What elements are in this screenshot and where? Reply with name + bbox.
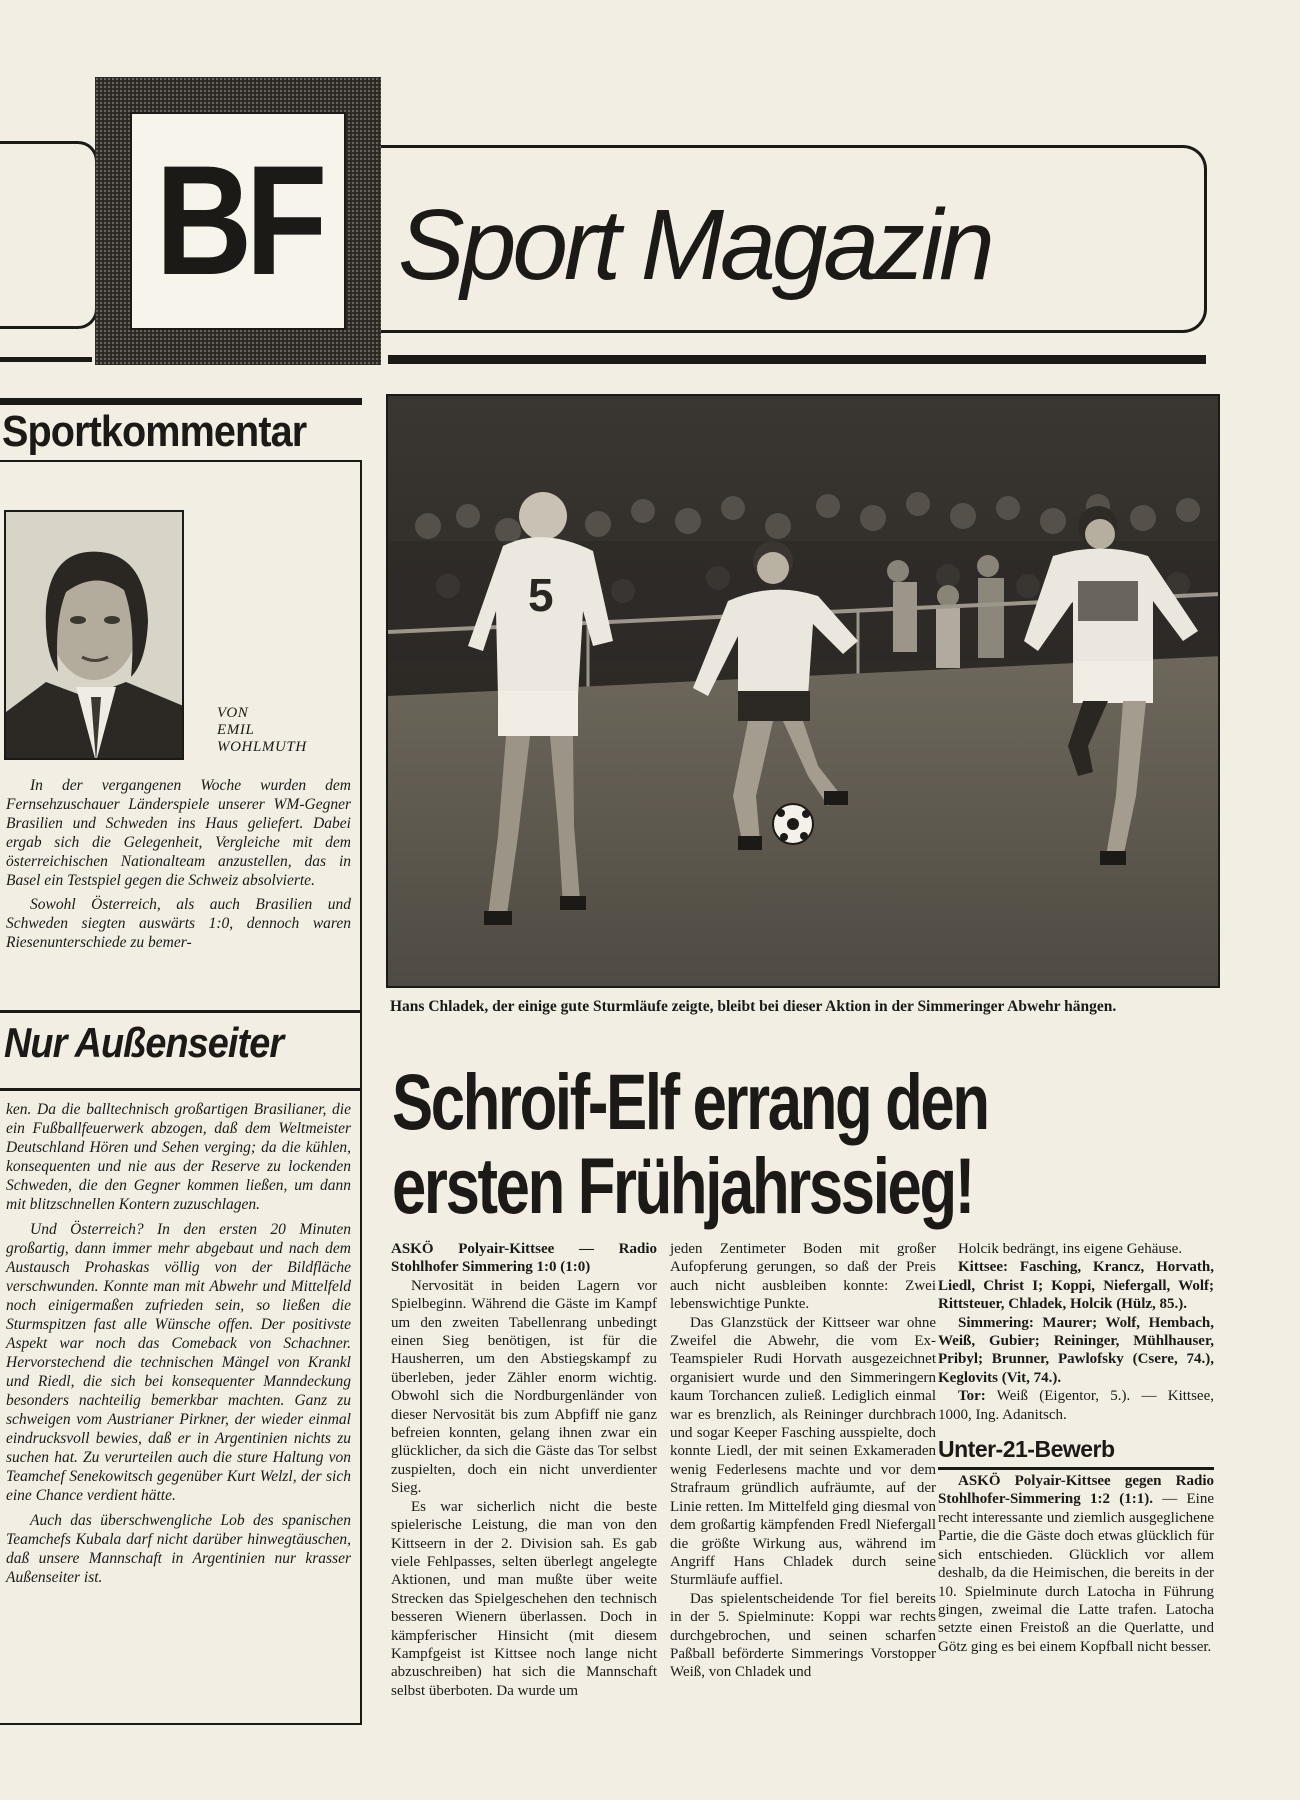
lineup-text: Fasching, Krancz, Horvath, Liedl, Christ I; Koppi, Niefergall, Wolf; Rittsteuer, Chladek, Holcik (Hülz, 85.). <box>938 1259 1215 1313</box>
author-von: VON <box>217 705 249 721</box>
comment-body <box>6 776 351 957</box>
article-paragraph: Nervosität in beiden Lagern vor Spielbeginn. Während die Gäste im Kampf um den zweiten Tabellenrang unbedingt einen Sieg benötigen, ist für die Hausherren, um den Abstiegskampf zu überleben, jeder Zähler enorm wichtig. Obwohl sich die Nordburgenländer von dieser Nervosität bis zum Abpfiff nie ganz befreien konnten, gelang ihnen zwar ein glücklicher, da sich die Gäste das Tor selbst zuspielten, doch ein nicht unverdienter Sieg. <box>391 1277 657 1497</box>
article-paragraph: Es war sicherlich nicht die beste spielerische Leistung, die man von den Kittseern in der 2. Division sah. Es gab viele Fehlpasses, selten überlegt angelegte Aktionen, und man mußte über weite Strecken das Spielgeschehen den technisch besseren Wienern überlassen. Doch in kämpferischer Hinsicht (mit diesem Kampfgeist ist Kittsee noch lange nicht abzuschreiben) hat sich die Mannschaft selbst überboten. Da wurde um <box>391 1498 657 1699</box>
headline-line: ersten Frühjahrssieg! <box>392 1141 973 1230</box>
goal-label: Tor: <box>958 1388 986 1405</box>
headline-line: Schroif-Elf errang den <box>392 1057 988 1146</box>
subheading-rule-bottom <box>0 1088 362 1091</box>
comment-body-continued <box>6 1100 351 1593</box>
author-portrait <box>4 510 184 760</box>
goal-text: Weiß (Eigentor, 5.). — Kittsee, 1000, Ing. Adanitsch. <box>938 1388 1214 1423</box>
u21-heading: Unter-21-Bewerb <box>938 1434 1214 1470</box>
article-paragraph: jeden Zentimeter Boden mit großer Aufopferung gerungen, so daß der Preis auch nicht ausbleiben konnte: Zwei lebenswichtige Punkte. <box>670 1241 936 1313</box>
comment-section-title: Sportkommentar <box>2 407 307 456</box>
lineup-label: Kittsee: <box>958 1259 1008 1276</box>
comment-paragraph: ken. Da die balltechnisch großartigen Brasilianer, die ein Fußballfeuerwerk abzogen, daß dem Weltmeister Deutschland Hören und Sehen verging; da die kühlen, konsequenten und nie aus der Reserve zu lockenden Schweden, die den Gegner kommen ließen, um dann mit blitzschnellen Kontern zuzuschlagen. <box>6 1101 351 1213</box>
masthead-left-frame <box>0 141 98 329</box>
author-first-name: EMIL <box>217 722 255 738</box>
article-column-2 <box>670 1240 936 1682</box>
match-photo <box>386 394 1220 988</box>
masthead-rule-left <box>0 357 92 362</box>
logo <box>130 112 346 330</box>
article-column-1 <box>391 1240 657 1700</box>
author-last-name: WOHLMUTH <box>217 739 307 755</box>
comment-paragraph: Und Österreich? In den ersten 20 Minuten großartig, dann immer mehr abgebaut und nach dem Austausch Prohaskas völlig von der Bildfläche verschwunden. Konnte man mit Abwehr und Mittelfeld noch einigermaßen zufrieden sein, so ließen die Sturmspitzen fast alle Wünsche offen. Der positivste Aspekt war noch das Comeback von Schachner. Hervorstechend die technischen Mängel von Krankl und Riedl, die sich bei konsequenter Manndeckung besonders nachteilig bemerkbar machten. Ganz zu schweigen vom Austrianer Pirkner, der wieder einmal eindrucksvoll bewies, daß er in Argentinien nichts zu suchen hat. Zu verurteilen auch die sture Haltung von Teamchef Senekowitsch gegenüber Kurt Welzl, der sich eine Chance verdient hätte. <box>6 1221 351 1504</box>
photo-caption: Hans Chladek, der einige gute Sturmläufe zeigte, bleibt bei dieser Aktion in der Simmeringer Abwehr hängen. <box>390 998 1117 1015</box>
comment-top-rule <box>0 398 362 405</box>
u21-match: ASKÖ Polyair-Kittsee gegen Radio Stohlhofer-Simmering 1:2 (1:1). <box>938 1473 1214 1508</box>
comment-paragraph: Sowohl Österreich, als auch Brasilien und Schweden siegten auswärts 1:0, dennoch waren Riesenunterschiede zu bemer- <box>6 896 351 951</box>
goal-info <box>938 1387 1214 1424</box>
logo-text: BF <box>155 134 321 308</box>
match-result-line: ASKÖ Polyair-Kittsee — Radio Stohlhofer Simmering 1:0 (1:0) <box>391 1241 657 1276</box>
article-headline <box>392 1057 1032 1230</box>
lineup-text: Maurer; Wolf, Hembach, Weiß, Gubier; Reininger, Mühlhauser, Pribyl; Brunner, Pawlofsky (Csere, 74.), Keglovits (Vit, 74.). <box>938 1314 1214 1386</box>
masthead-title: Sport Magazin <box>398 189 991 301</box>
lineup-kittsee <box>938 1258 1214 1313</box>
article-paragraph: Holcik bedrängt, ins eigene Gehäuse. <box>958 1241 1183 1257</box>
author-byline <box>217 705 307 756</box>
article-paragraph: Das spielentscheidende Tor fiel bereits in der 5. Spielminute: Koppi war rechts durchgebrochen, und seinen scharfen Paßball beförderte Simmerings Vorstopper Weiß, von Chladek und <box>670 1590 936 1681</box>
comment-paragraph: In der vergangenen Woche wurden dem Fernsehzuschauer Länderspiele unserer WM-Gegner Brasilien und Schweden ins Haus geliefert. Dabei ergab sich die Gelegenheit, Vergleiche mit dem österreichischen Nationalteam anzustellen, das in Basel ein Testspiel gegen die Schweiz absolvierte. <box>6 777 351 889</box>
comment-paragraph: Auch das überschwengliche Lob des spanischen Teamchefs Kubala darf nicht darüber hinwegtäuschen, daß unsere Mannschaft in Argentinien nur krasser Außenseiter ist. <box>6 1512 351 1586</box>
u21-text: — Eine recht interessante und ziemlich ausgeglichene Partie, die die Gäste doch etwas glücklich für sich entschieden. Glücklich vor allem deshalb, da die Heimischen, die bereits in der 10. Spielminute durch Latocha in Führung gingen, zweimal die Latte trafen. Latocha setzte einen Freistoß an die Querlatte, und Götz ging es bei einem Kopfball nicht besser. <box>938 1491 1214 1655</box>
u21-paragraph <box>938 1472 1214 1656</box>
jersey-number: 5 <box>528 569 554 621</box>
article-paragraph: Das Glanzstück der Kittseer war ohne Zweifel die Abwehr, die vom Ex-Teamspieler Rudi Horvath ausgezeichnet organisiert wurde und den Simmeringern kaum Torchancen zuließ. Lediglich einmal war es brenzlich, als Reininger durchbrach und sogar Keeper Fasching ausspielte, doch konnte Liedl, der mit seinen Exkameraden wenig Federlesens machte und vor dem Strafraum gründlich aufräumte, auf der Linie retten. Im Mittelfeld ging diesmal von dem großartig kämpfenden Fredl Niefergall die größte Wirkung aus, während im Angriff Hans Chladek durch seine Sturmläufe auffiel. <box>670 1314 936 1589</box>
subheading-rule-top <box>0 1010 362 1013</box>
article-column-3 <box>938 1240 1214 1656</box>
lineup-label: Simmering: <box>958 1314 1034 1331</box>
comment-subheading: Nur Außenseiter <box>4 1019 284 1066</box>
lineup-simmering <box>938 1314 1214 1388</box>
masthead-rule <box>388 355 1206 364</box>
